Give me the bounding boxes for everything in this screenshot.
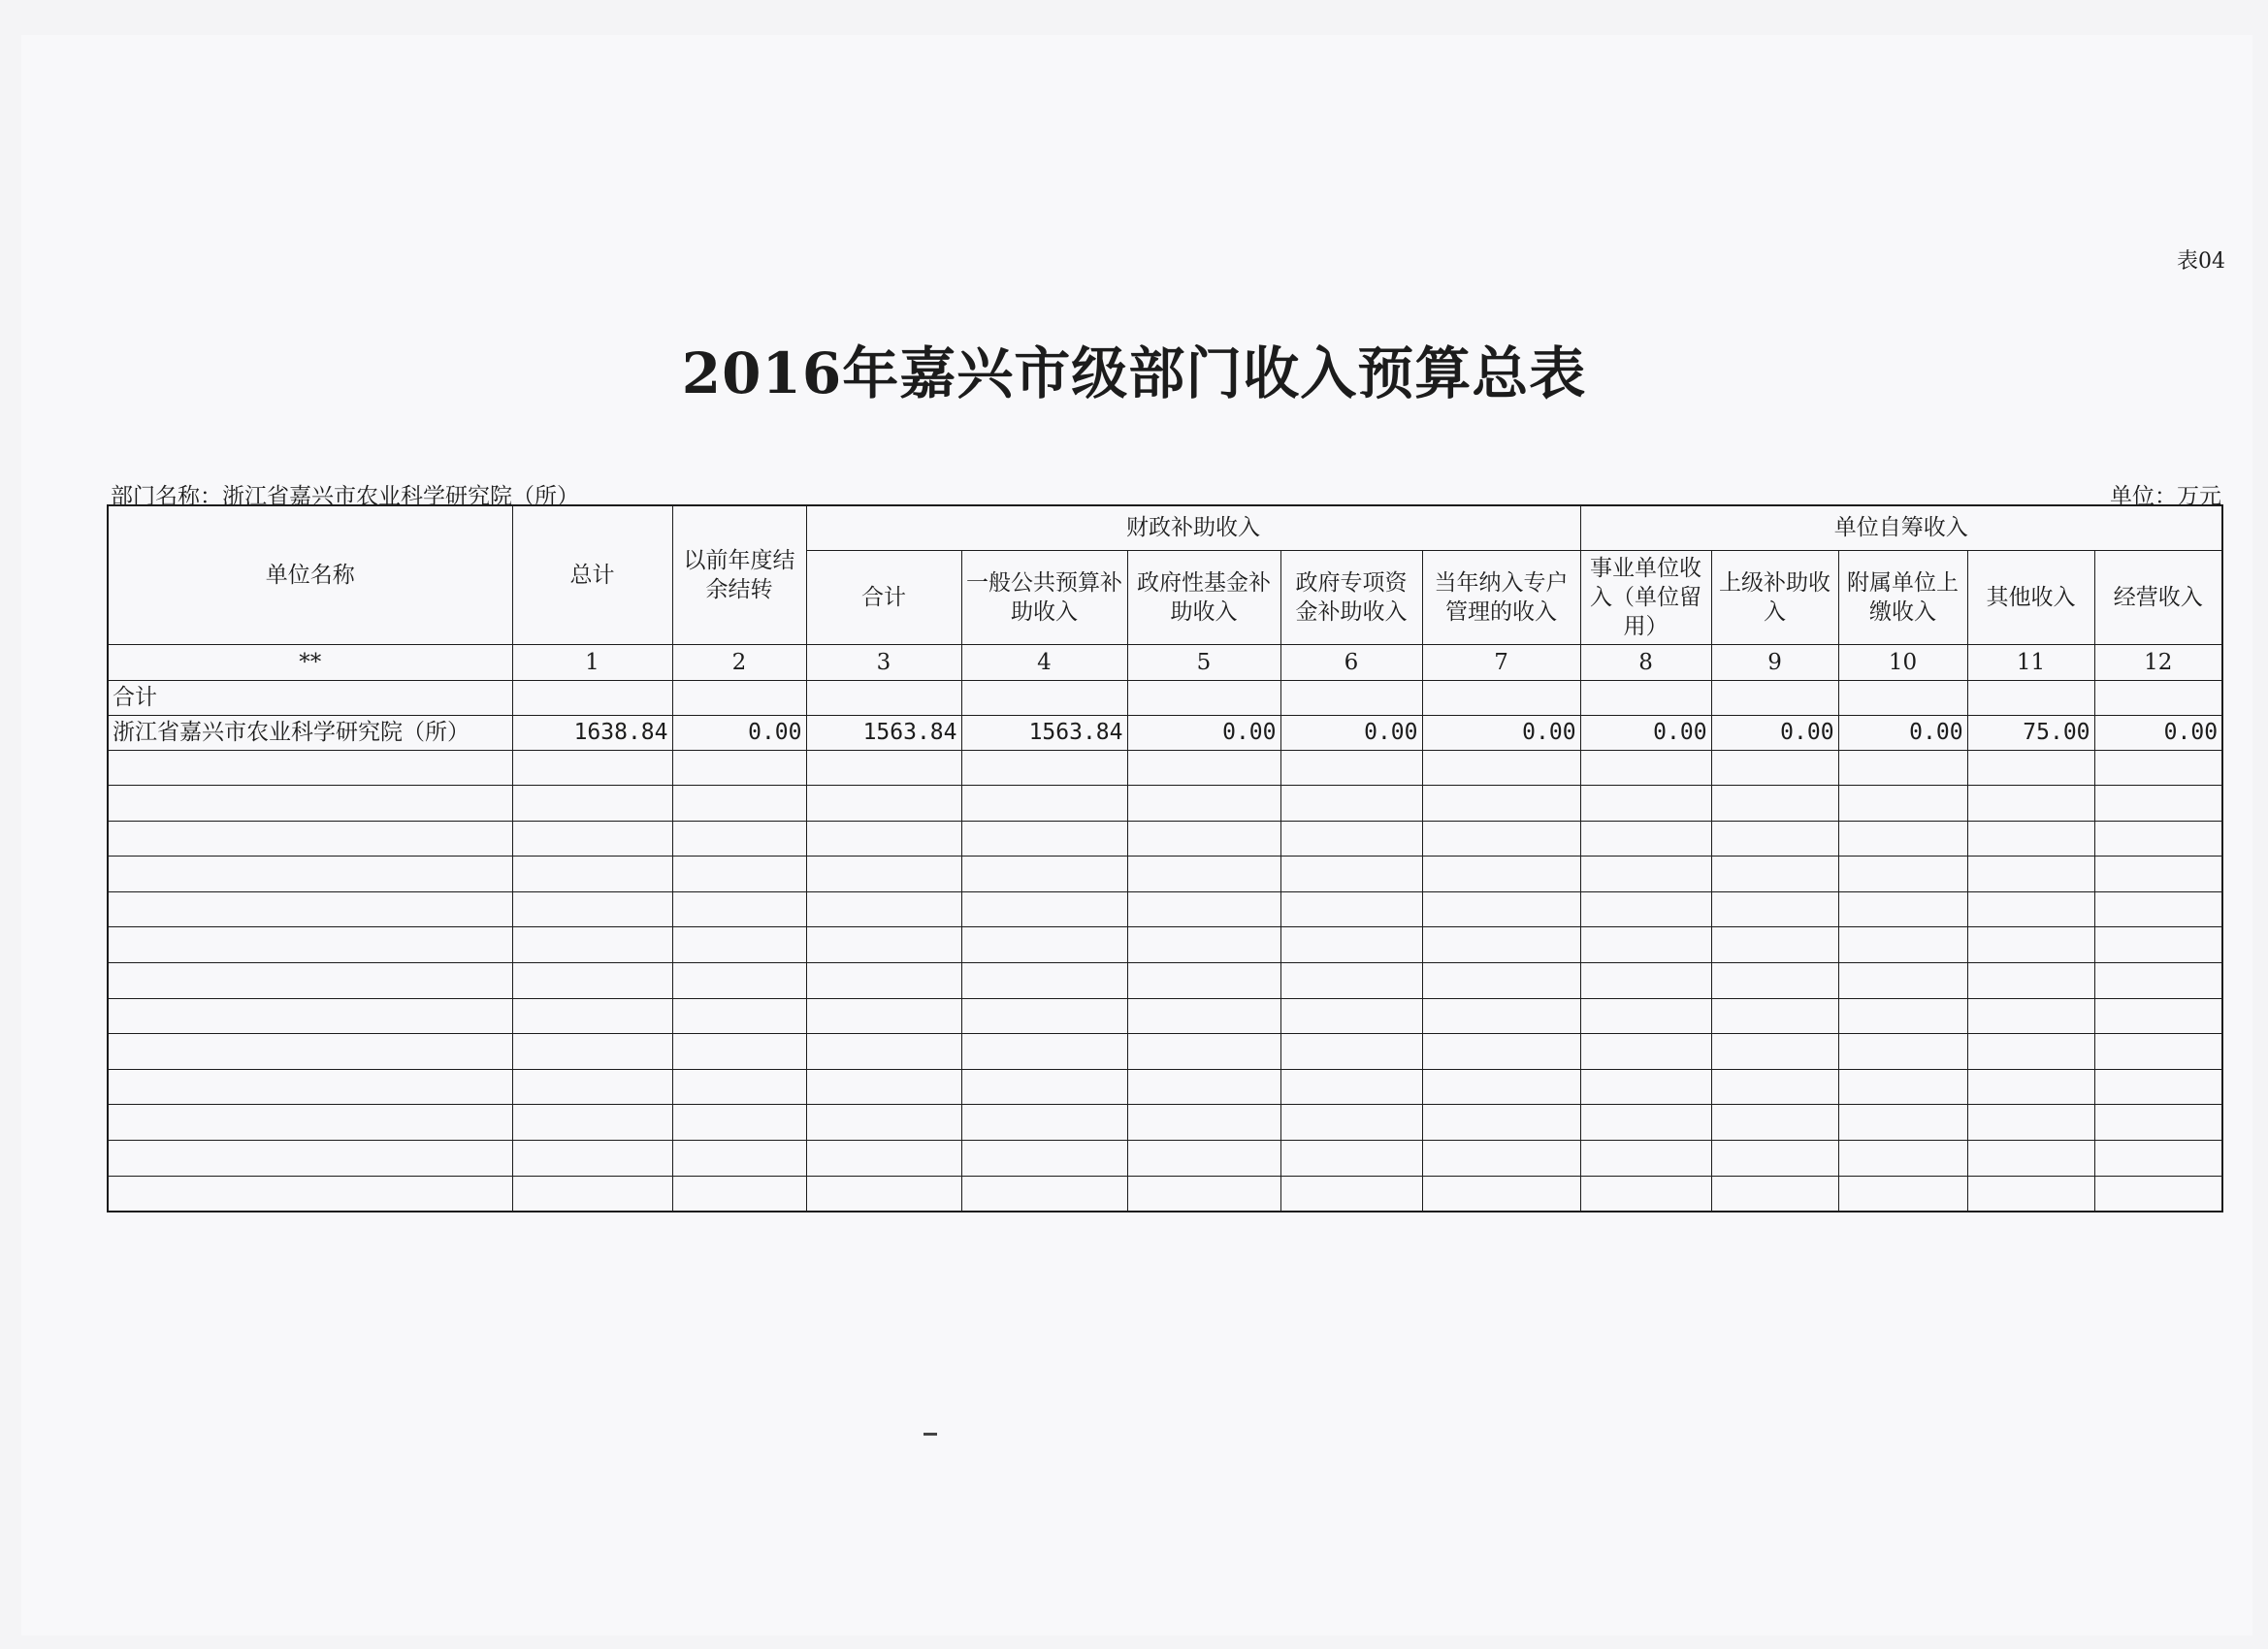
empty-cell [961,1069,1127,1105]
empty-cell [108,1069,512,1105]
empty-cell [1580,1069,1711,1105]
empty-cell [1838,750,1967,786]
row-name: 合计 [108,680,512,715]
empty-row [108,857,2222,892]
empty-cell [512,786,672,822]
empty-cell [1711,786,1838,822]
cell-value [806,680,961,715]
empty-cell [1280,1141,1422,1177]
empty-cell [108,963,512,999]
cell-value: 0.00 [1711,715,1838,750]
empty-cell [806,963,961,999]
cell-value: 0.00 [2094,715,2222,750]
empty-cell [1580,998,1711,1034]
header-other-income: 其他收入 [1967,550,2094,644]
empty-row [108,1141,2222,1177]
cell-value [1711,680,1838,715]
empty-row [108,963,2222,999]
empty-cell [2094,963,2222,999]
empty-cell [1967,1141,2094,1177]
empty-cell [1580,1176,1711,1212]
empty-cell [1580,750,1711,786]
empty-cell [1280,786,1422,822]
empty-cell [961,963,1127,999]
table-row-institute [108,715,2222,750]
empty-cell [806,927,961,963]
empty-cell [806,1069,961,1105]
scan-mark [923,1433,937,1436]
empty-cell [2094,1141,2222,1177]
empty-cell [512,1034,672,1070]
empty-cell [1280,1034,1422,1070]
empty-cell [1127,963,1280,999]
cell-value [1127,680,1280,715]
empty-cell [512,1141,672,1177]
empty-cell [961,750,1127,786]
empty-cell [2094,786,2222,822]
cell-value: 0.00 [1422,715,1580,750]
empty-cell [806,857,961,892]
empty-cell [1711,1034,1838,1070]
empty-cell [1711,891,1838,927]
empty-cell [2094,1176,2222,1212]
empty-cell [1422,963,1580,999]
empty-cell [1967,786,2094,822]
empty-cell [1280,821,1422,857]
empty-cell [1127,1176,1280,1212]
cell-value: 0.00 [672,715,806,750]
header-gov-fund: 政府性基金补助收入 [1127,550,1280,644]
empty-cell [2094,998,2222,1034]
empty-cell [1711,821,1838,857]
empty-row [108,1034,2222,1070]
empty-cell [1838,927,1967,963]
empty-cell [512,963,672,999]
empty-cell [1127,1034,1280,1070]
header-self-group: 单位自筹收入 [1580,505,2222,550]
empty-cell [961,1034,1127,1070]
index-cell: ** [108,644,512,680]
cell-value: 0.00 [1838,715,1967,750]
header-business-income: 事业单位收入（单位留用） [1580,550,1711,644]
empty-cell [1422,1105,1580,1141]
empty-cell [1422,1176,1580,1212]
empty-cell [1127,998,1280,1034]
empty-cell [1127,891,1280,927]
empty-cell [1967,927,2094,963]
empty-cell [1711,1176,1838,1212]
empty-cell [1127,1141,1280,1177]
budget-table [107,504,2223,1212]
empty-cell [1838,857,1967,892]
empty-cell [672,750,806,786]
empty-cell [1580,927,1711,963]
empty-row [108,750,2222,786]
empty-cell [1711,927,1838,963]
empty-cell [672,927,806,963]
index-cell: 5 [1127,644,1280,680]
empty-cell [961,891,1127,927]
index-cell: 4 [961,644,1127,680]
empty-cell [1580,891,1711,927]
index-row [108,644,2222,680]
cell-value [1580,680,1711,715]
empty-cell [1967,963,2094,999]
empty-cell [1280,750,1422,786]
empty-cell [1280,927,1422,963]
cell-value: 0.00 [1580,715,1711,750]
empty-cell [1838,1105,1967,1141]
empty-cell [1580,857,1711,892]
empty-rows [108,750,2222,1212]
header-unit-name: 单位名称 [108,505,512,644]
empty-cell [1838,786,1967,822]
empty-cell [1967,1034,2094,1070]
empty-cell [1422,998,1580,1034]
empty-cell [806,1141,961,1177]
empty-cell [672,1176,806,1212]
empty-cell [961,786,1127,822]
empty-cell [961,821,1127,857]
empty-cell [1280,1176,1422,1212]
empty-cell [1580,821,1711,857]
index-cell: 1 [512,644,672,680]
empty-cell [1422,821,1580,857]
empty-cell [806,1105,961,1141]
cell-value: 1563.84 [961,715,1127,750]
index-cell: 10 [1838,644,1967,680]
cell-value [672,680,806,715]
index-cell: 7 [1422,644,1580,680]
empty-cell [2094,1034,2222,1070]
empty-cell [1711,998,1838,1034]
empty-cell [1838,998,1967,1034]
empty-cell [1711,1141,1838,1177]
index-cell: 2 [672,644,806,680]
empty-cell [512,998,672,1034]
empty-cell [1127,750,1280,786]
cell-value [512,680,672,715]
empty-row [108,1176,2222,1212]
empty-cell [806,821,961,857]
empty-cell [1422,1069,1580,1105]
empty-cell [1280,963,1422,999]
empty-cell [2094,1069,2222,1105]
empty-cell [961,1176,1127,1212]
cell-value [1422,680,1580,715]
header-operating-income: 经营收入 [2094,550,2222,644]
empty-cell [672,1141,806,1177]
header-total: 总计 [512,505,672,644]
index-cell: 11 [1967,644,2094,680]
document-title: 2016年嘉兴市级部门收入预算总表 [681,340,1587,406]
empty-cell [1580,963,1711,999]
empty-cell [1127,857,1280,892]
empty-cell [672,1034,806,1070]
empty-row [108,927,2222,963]
cell-value: 0.00 [1127,715,1280,750]
empty-cell [108,1105,512,1141]
cell-value [1967,680,2094,715]
empty-cell [672,821,806,857]
empty-cell [1580,1141,1711,1177]
empty-cell [1838,891,1967,927]
empty-cell [1838,1176,1967,1212]
department-label: 部门名称：浙江省嘉兴市农业科学研究院（所） [111,484,579,509]
index-cell: 6 [1280,644,1422,680]
empty-cell [1967,1176,2094,1212]
empty-cell [1580,786,1711,822]
cell-value: 1563.84 [806,715,961,750]
empty-cell [108,1141,512,1177]
empty-cell [1838,1069,1967,1105]
empty-cell [961,1141,1127,1177]
empty-cell [1967,750,2094,786]
empty-cell [961,1105,1127,1141]
empty-cell [2094,1105,2222,1141]
empty-cell [1711,750,1838,786]
empty-cell [1422,1141,1580,1177]
index-cell: 9 [1711,644,1838,680]
empty-cell [108,1176,512,1212]
header-fiscal-subtotal: 合计 [806,550,961,644]
header-superior-subsidy: 上级补助收入 [1711,550,1838,644]
empty-cell [512,891,672,927]
empty-cell [512,857,672,892]
unit-label: 单位：万元 [2110,484,2221,509]
empty-cell [1711,857,1838,892]
empty-cell [2094,750,2222,786]
empty-cell [108,891,512,927]
empty-cell [1422,927,1580,963]
cell-value: 1638.84 [512,715,672,750]
empty-cell [108,857,512,892]
empty-row [108,786,2222,822]
empty-cell [1422,1034,1580,1070]
cell-value [2094,680,2222,715]
empty-cell [1422,891,1580,927]
empty-cell [1838,821,1967,857]
index-cell: 3 [806,644,961,680]
empty-cell [1280,1105,1422,1141]
empty-cell [1967,1105,2094,1141]
empty-cell [1280,998,1422,1034]
empty-cell [672,857,806,892]
empty-cell [108,927,512,963]
empty-cell [1280,857,1422,892]
empty-cell [1967,891,2094,927]
empty-cell [1711,1069,1838,1105]
header-affiliated-income: 附属单位上缴收入 [1838,550,1967,644]
empty-cell [1711,963,1838,999]
empty-row [108,821,2222,857]
empty-cell [108,786,512,822]
empty-cell [1967,821,2094,857]
empty-cell [1422,857,1580,892]
empty-cell [108,998,512,1034]
empty-cell [672,998,806,1034]
empty-cell [512,1176,672,1212]
empty-cell [806,1034,961,1070]
empty-cell [2094,927,2222,963]
empty-cell [2094,857,2222,892]
empty-cell [1280,1069,1422,1105]
header-fiscal-group: 财政补助收入 [806,505,1580,550]
header-prior-balance: 以前年度结余结转 [672,505,806,644]
empty-cell [512,750,672,786]
empty-cell [1280,891,1422,927]
cell-value: 75.00 [1967,715,2094,750]
empty-row [108,1069,2222,1105]
cell-value [1838,680,1967,715]
empty-cell [672,891,806,927]
empty-cell [108,750,512,786]
empty-cell [108,1034,512,1070]
cell-value [1280,680,1422,715]
header-general-budget: 一般公共预算补助收入 [961,550,1127,644]
empty-cell [1580,1105,1711,1141]
empty-cell [1422,786,1580,822]
table-row-total [108,680,2222,715]
empty-cell [512,927,672,963]
empty-cell [961,998,1127,1034]
empty-cell [1127,1105,1280,1141]
header-special-fund: 政府专项资金补助收入 [1280,550,1422,644]
empty-cell [1422,750,1580,786]
row-name: 浙江省嘉兴市农业科学研究院（所） [108,715,512,750]
empty-cell [806,786,961,822]
empty-cell [672,1069,806,1105]
empty-cell [961,857,1127,892]
cell-value: 0.00 [1280,715,1422,750]
empty-cell [1127,1069,1280,1105]
empty-cell [1127,927,1280,963]
empty-cell [108,821,512,857]
empty-cell [672,963,806,999]
table-number: 表04 [2177,249,2225,274]
empty-cell [512,1105,672,1141]
empty-cell [1838,1141,1967,1177]
header-special-account: 当年纳入专户管理的收入 [1422,550,1580,644]
empty-cell [2094,891,2222,927]
empty-cell [961,927,1127,963]
empty-cell [1580,1034,1711,1070]
empty-cell [672,786,806,822]
empty-cell [806,750,961,786]
cell-value [961,680,1127,715]
index-cell: 8 [1580,644,1711,680]
empty-cell [806,891,961,927]
empty-cell [1967,1069,2094,1105]
empty-row [108,891,2222,927]
empty-cell [1967,857,2094,892]
empty-cell [1838,963,1967,999]
empty-cell [1838,1034,1967,1070]
empty-cell [1127,786,1280,822]
empty-cell [2094,821,2222,857]
empty-cell [512,1069,672,1105]
empty-cell [806,998,961,1034]
empty-cell [512,821,672,857]
empty-cell [1967,998,2094,1034]
index-cell: 12 [2094,644,2222,680]
empty-cell [1127,821,1280,857]
empty-row [108,1105,2222,1141]
empty-row [108,998,2222,1034]
empty-cell [1711,1105,1838,1141]
empty-cell [806,1176,961,1212]
empty-cell [672,1105,806,1141]
